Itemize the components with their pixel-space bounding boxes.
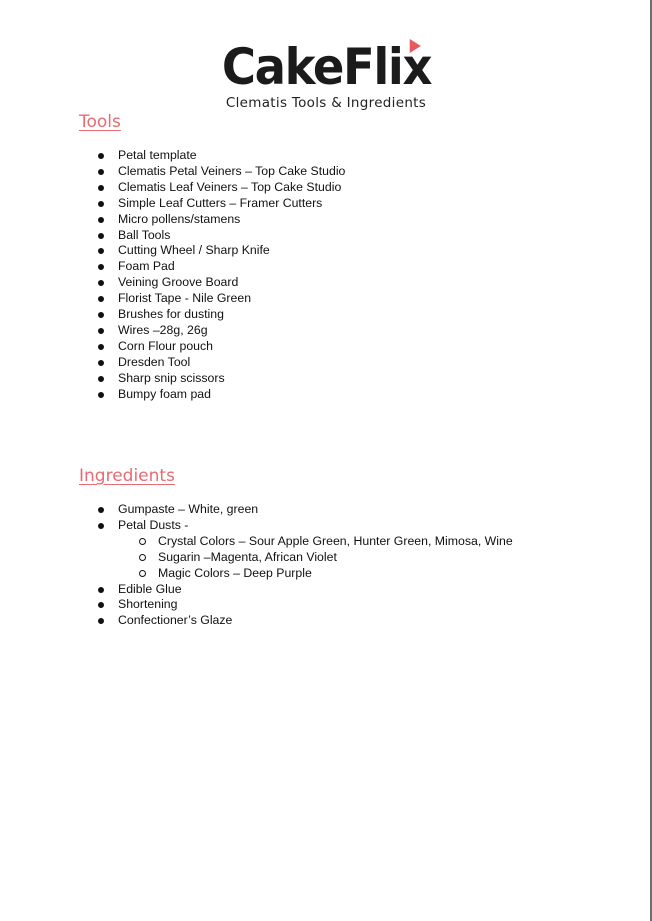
bullet-icon xyxy=(98,344,104,350)
list-item-label: Wires –28g, 26g xyxy=(118,322,208,337)
list-item-label: Petal template xyxy=(118,148,197,162)
sub-list-item-label: Sugarin –Magenta, African Violet xyxy=(158,549,337,564)
list-item-label: Cutting Wheel / Sharp Knife xyxy=(118,243,270,258)
bullet-icon xyxy=(98,392,104,398)
hollow-bullet-icon xyxy=(139,554,146,561)
list-item-label: Micro pollens/stamens xyxy=(118,211,241,226)
list-item xyxy=(98,212,345,228)
sub-list-item xyxy=(138,566,513,582)
list-item-label: Foam Pad xyxy=(118,259,175,274)
list-item xyxy=(98,371,345,387)
list-item xyxy=(98,613,513,629)
bullet-icon xyxy=(98,523,104,529)
list-item xyxy=(98,291,345,307)
play-icon xyxy=(409,39,420,53)
cakeflix-logo xyxy=(221,40,430,94)
sub-list-item xyxy=(138,534,513,550)
bullet-icon xyxy=(98,169,104,175)
bullet-icon xyxy=(98,248,104,254)
list-item xyxy=(98,164,345,180)
list-item-label: Clematis Petal Veiners – Top Cake Studio xyxy=(118,163,346,178)
list-item-label: Simple Leaf Cutters – Framer Cutters xyxy=(118,195,323,210)
ingredients-list xyxy=(98,502,513,629)
list-item xyxy=(98,180,345,196)
list-item-label: Veining Groove Board xyxy=(118,275,239,290)
list-item-label: Bumpy foam pad xyxy=(118,386,211,401)
list-item-label: Confectioner’s Glaze xyxy=(118,613,233,628)
bullet-icon xyxy=(98,312,104,318)
bullet-icon xyxy=(98,185,104,191)
hollow-bullet-icon xyxy=(139,538,146,545)
list-item xyxy=(98,387,345,403)
bullet-icon xyxy=(98,602,104,608)
document-subtitle: Clematis Tools & Ingredients xyxy=(225,95,427,111)
list-item xyxy=(98,597,513,613)
list-item xyxy=(98,196,345,212)
bullet-icon xyxy=(98,376,104,382)
list-item xyxy=(98,307,345,323)
bullet-icon xyxy=(98,233,104,239)
list-item-label: Gumpaste – White, green xyxy=(118,502,259,516)
bullet-icon xyxy=(98,153,104,159)
hollow-bullet-icon xyxy=(139,570,146,577)
list-item-label: Edible Glue xyxy=(118,581,182,596)
list-item-label: Petal Dusts - xyxy=(118,517,189,532)
bullet-icon xyxy=(98,587,104,593)
list-item xyxy=(98,148,345,164)
sub-list-item xyxy=(138,550,513,566)
bullet-icon xyxy=(98,507,104,513)
list-item-label: Dresden Tool xyxy=(118,354,191,369)
list-item-label: Clematis Leaf Veiners – Top Cake Studio xyxy=(118,179,342,194)
bullet-icon xyxy=(98,201,104,207)
bullet-icon xyxy=(98,264,104,270)
sub-list-item-label: Crystal Colors – Sour Apple Green, Hunter Green, Mimosa, Wine xyxy=(158,533,513,548)
list-item xyxy=(98,228,345,244)
list-item xyxy=(98,355,345,371)
list-item-label: Brushes for dusting xyxy=(118,307,224,322)
bullet-icon xyxy=(98,360,104,366)
sub-list-item-label: Magic Colors – Deep Purple xyxy=(158,565,312,580)
list-item-label: Corn Flour pouch xyxy=(118,338,214,353)
bullet-icon xyxy=(98,618,104,624)
list-item xyxy=(98,339,345,355)
list-item-label: Ball Tools xyxy=(118,227,171,242)
bullet-icon xyxy=(98,328,104,334)
tools-list xyxy=(98,148,345,403)
tools-heading: Tools xyxy=(79,112,121,132)
petal-dusts-list xyxy=(118,534,513,582)
list-item xyxy=(98,518,513,582)
list-item xyxy=(98,502,513,518)
bullet-icon xyxy=(98,280,104,286)
list-item xyxy=(98,323,345,339)
ingredients-heading: Ingredients xyxy=(79,466,175,486)
list-item xyxy=(98,243,345,259)
bullet-icon xyxy=(98,217,104,223)
bullet-icon xyxy=(98,296,104,302)
list-item-label: Shortening xyxy=(118,597,178,612)
list-item xyxy=(98,275,345,291)
list-item-label: Sharp snip scissors xyxy=(118,370,225,385)
logo-text: CakeFlix xyxy=(221,38,431,96)
document-header xyxy=(0,40,652,111)
list-item xyxy=(98,259,345,275)
list-item xyxy=(98,582,513,598)
list-item-label: Florist Tape - Nile Green xyxy=(118,291,252,306)
